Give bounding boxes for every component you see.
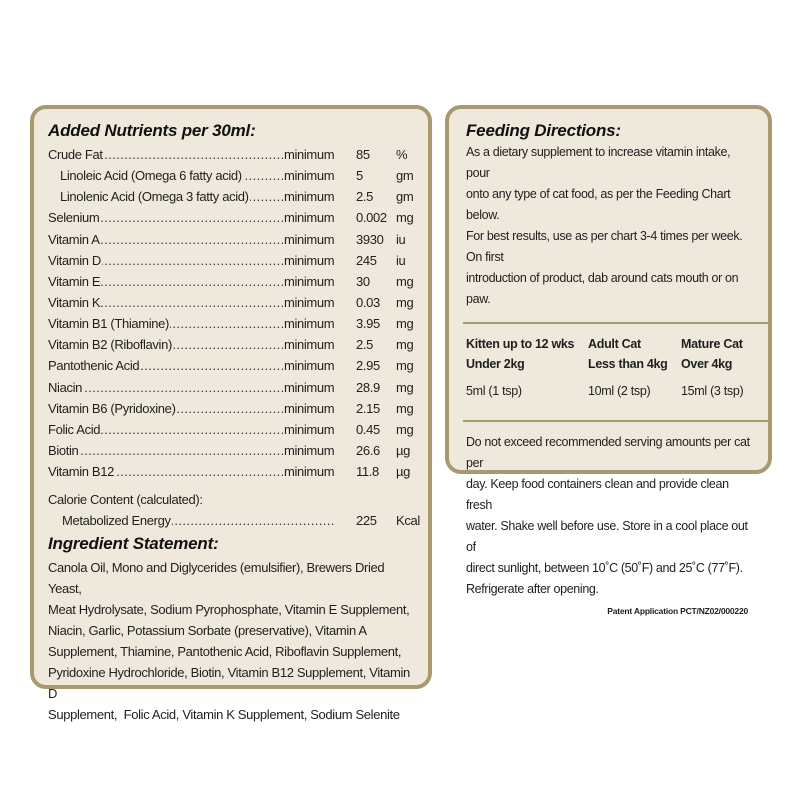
feeding-intro bbox=[466, 142, 754, 310]
nutrient-row bbox=[48, 250, 414, 271]
calorie-row bbox=[48, 510, 420, 532]
nutrient-unit: µg bbox=[396, 442, 411, 458]
nutrient-row bbox=[48, 165, 414, 186]
feeding-heading: Feeding Directions: bbox=[466, 121, 621, 140]
nutrient-unit: mg bbox=[396, 273, 414, 289]
warning-line: Refrigerate after opening. bbox=[466, 582, 599, 596]
nutrient-unit: % bbox=[396, 147, 408, 162]
nutrient-table bbox=[48, 144, 414, 482]
nutrient-unit: mg bbox=[396, 210, 414, 226]
nutrient-unit: gm bbox=[396, 189, 414, 205]
nutrient-unit: gm bbox=[396, 168, 414, 184]
nutrient-qualifier: minimum bbox=[284, 273, 335, 289]
feeding-intro-line: introduction of product, dab around cats mouth or on paw. bbox=[466, 271, 739, 306]
nutrient-value: 2.5 bbox=[356, 337, 374, 353]
nutrient-row bbox=[48, 186, 414, 207]
nutrient-name: Folic Acid bbox=[48, 421, 101, 437]
nutrient-qualifier: minimum bbox=[284, 316, 335, 332]
patent-note: Patent Application PCT/NZ02/000220 bbox=[607, 606, 748, 616]
nutrient-value: 2.95 bbox=[356, 358, 380, 374]
ingredients-line: Supplement, Folic Acid, Vitamin K Supplement, Sodium Selenite bbox=[48, 707, 400, 723]
ingredients-heading: Ingredient Statement: bbox=[48, 534, 219, 554]
nutrient-row bbox=[48, 271, 414, 292]
column-amount: 10ml (2 tsp) bbox=[588, 384, 651, 398]
nutrient-qualifier: minimum bbox=[284, 358, 335, 374]
nutrients-panel bbox=[30, 105, 432, 723]
nutrient-unit: iu bbox=[396, 252, 406, 268]
nutrient-unit: mg bbox=[396, 400, 414, 416]
nutrient-qualifier: minimum bbox=[284, 379, 335, 395]
nutrient-unit: mg bbox=[396, 337, 414, 353]
nutrient-qualifier: minimum bbox=[284, 147, 335, 162]
nutrient-name: Niacin bbox=[48, 379, 83, 395]
nutrient-name: Vitamin D bbox=[48, 252, 101, 268]
nutrient-value: 26.6 bbox=[356, 442, 380, 458]
nutrient-row bbox=[48, 419, 414, 440]
column-subheader: Less than 4kg bbox=[588, 357, 668, 371]
nutrient-row bbox=[48, 440, 414, 461]
nutrient-qualifier: minimum bbox=[284, 421, 335, 437]
warning-line: day. Keep food containers clean and provide clean fresh bbox=[466, 477, 729, 512]
ingredients-line: Supplement, Thiamine, Pantothenic Acid, Riboflavin Supplement, bbox=[48, 644, 402, 660]
nutrient-name: Crude Fat bbox=[48, 147, 103, 162]
calorie-unit: Kcal bbox=[396, 513, 420, 529]
nutrient-qualifier: minimum bbox=[284, 337, 335, 353]
warning-line: water. Shake well before use. Store in a cool place out of bbox=[466, 519, 748, 554]
nutrient-qualifier: minimum bbox=[284, 400, 335, 416]
column-amount: 5ml (1 tsp) bbox=[466, 384, 522, 398]
nutrient-name: Vitamin E bbox=[48, 273, 101, 289]
ingredients-line: Canola Oil, Mono and Diglycerides (emulsifier), Brewers Dried Yeast, bbox=[48, 560, 385, 597]
column-subheader: Under 2kg bbox=[466, 357, 525, 371]
calorie-heading: Calorie Content (calculated): bbox=[48, 492, 203, 508]
nutrient-qualifier: minimum bbox=[284, 189, 335, 205]
nutrient-name: Linoleic Acid (Omega 6 fatty acid) bbox=[60, 168, 242, 184]
nutrients-heading: Added Nutrients per 30ml: bbox=[48, 121, 256, 140]
column-amount: 15ml (3 tsp) bbox=[681, 384, 744, 398]
nutrient-value: 0.03 bbox=[356, 294, 380, 310]
warning-line: direct sunlight, between 10˚C (50˚F) and 25˚C (77˚F). bbox=[466, 561, 743, 575]
nutrient-value: 85 bbox=[356, 147, 370, 162]
nutrient-row bbox=[48, 334, 414, 355]
nutrient-value: 11.8 bbox=[356, 464, 379, 480]
nutrient-unit: mg bbox=[396, 294, 414, 310]
feeding-column-mature bbox=[681, 334, 743, 401]
nutrient-value: 3.95 bbox=[356, 316, 380, 332]
nutrient-value: 5 bbox=[356, 168, 363, 184]
nutrient-qualifier: minimum bbox=[284, 442, 335, 458]
nutrient-unit: iu bbox=[396, 231, 406, 247]
column-header: Kitten up to 12 wks bbox=[466, 337, 575, 351]
nutrient-value: 30 bbox=[356, 273, 370, 289]
feeding-warning bbox=[466, 432, 754, 600]
nutrient-value: 3930 bbox=[356, 231, 384, 247]
nutrient-value: 2.5 bbox=[356, 189, 374, 205]
divider bbox=[463, 420, 768, 422]
nutrient-value: 245 bbox=[356, 252, 377, 268]
calorie-value: 225 bbox=[356, 513, 377, 529]
nutrient-name: Vitamin B12 bbox=[48, 464, 115, 480]
nutrient-unit: mg bbox=[396, 421, 414, 437]
nutrient-unit: mg bbox=[396, 358, 414, 374]
nutrient-name: Biotin bbox=[48, 442, 79, 458]
nutrient-row bbox=[48, 355, 414, 376]
feeding-intro-line: As a dietary supplement to increase vitamin intake, pour bbox=[466, 145, 731, 180]
column-subheader: Over 4kg bbox=[681, 357, 733, 371]
nutrient-value: 28.9 bbox=[356, 379, 380, 395]
nutrient-row bbox=[48, 313, 414, 334]
feeding-chart bbox=[466, 324, 754, 408]
nutrient-value: 2.15 bbox=[356, 400, 380, 416]
nutrient-qualifier: minimum bbox=[284, 168, 335, 184]
ingredients-text bbox=[48, 557, 414, 725]
ingredients-line: Pyridoxine Hydrochloride, Biotin, Vitamin B12 Supplement, Vitamin D bbox=[48, 665, 410, 702]
nutrient-qualifier: minimum bbox=[284, 231, 335, 247]
nutrient-row bbox=[48, 207, 414, 228]
column-header: Adult Cat bbox=[588, 337, 641, 351]
nutrient-name: Vitamin B1 (Thiamine) bbox=[48, 316, 170, 332]
feeding-column-kitten bbox=[466, 334, 574, 401]
nutrient-unit: mg bbox=[396, 316, 414, 332]
nutrient-row bbox=[48, 229, 414, 250]
nutrient-row bbox=[48, 461, 414, 482]
nutrient-qualifier: minimum bbox=[284, 210, 335, 226]
feeding-column-adult bbox=[588, 334, 667, 401]
feeding-intro-line: For best results, use as per chart 3-4 times per week. On first bbox=[466, 229, 743, 264]
nutrient-name: Vitamin K bbox=[48, 294, 101, 310]
nutrient-row bbox=[48, 377, 414, 398]
column-header: Mature Cat bbox=[681, 337, 743, 351]
nutrient-name: Vitamin B2 (Riboflavin) bbox=[48, 337, 172, 353]
nutrient-row bbox=[48, 292, 414, 313]
calorie-name: Metabolized Energy bbox=[62, 513, 171, 529]
feeding-panel bbox=[445, 105, 772, 616]
feeding-intro-line: onto any type of cat food, as per the Feeding Chart below. bbox=[466, 187, 731, 222]
nutrient-name: Selenium bbox=[48, 210, 100, 226]
ingredients-line: Niacin, Garlic, Potassium Sorbate (preservative), Vitamin A bbox=[48, 623, 367, 639]
nutrient-value: 0.45 bbox=[356, 421, 380, 437]
nutrient-qualifier: minimum bbox=[284, 294, 335, 310]
warning-line: Do not exceed recommended serving amounts per cat per bbox=[466, 435, 750, 470]
nutrient-value: 0.002 bbox=[356, 210, 387, 226]
nutrient-qualifier: minimum bbox=[284, 252, 335, 268]
nutrient-name: Linolenic Acid (Omega 3 fatty acid) bbox=[60, 189, 249, 205]
ingredients-line: Meat Hydrolysate, Sodium Pyrophosphate, Vitamin E Supplement, bbox=[48, 602, 410, 618]
nutrient-row bbox=[48, 144, 414, 165]
nutrient-name: Vitamin B6 (Pyridoxine) bbox=[48, 400, 176, 416]
nutrient-qualifier: minimum bbox=[284, 464, 335, 480]
nutrient-unit: mg bbox=[396, 379, 414, 395]
nutrient-row bbox=[48, 398, 414, 419]
nutrient-unit: µg bbox=[396, 464, 411, 480]
nutrient-name: Vitamin A bbox=[48, 231, 100, 247]
nutrient-name: Pantothenic Acid bbox=[48, 358, 140, 374]
